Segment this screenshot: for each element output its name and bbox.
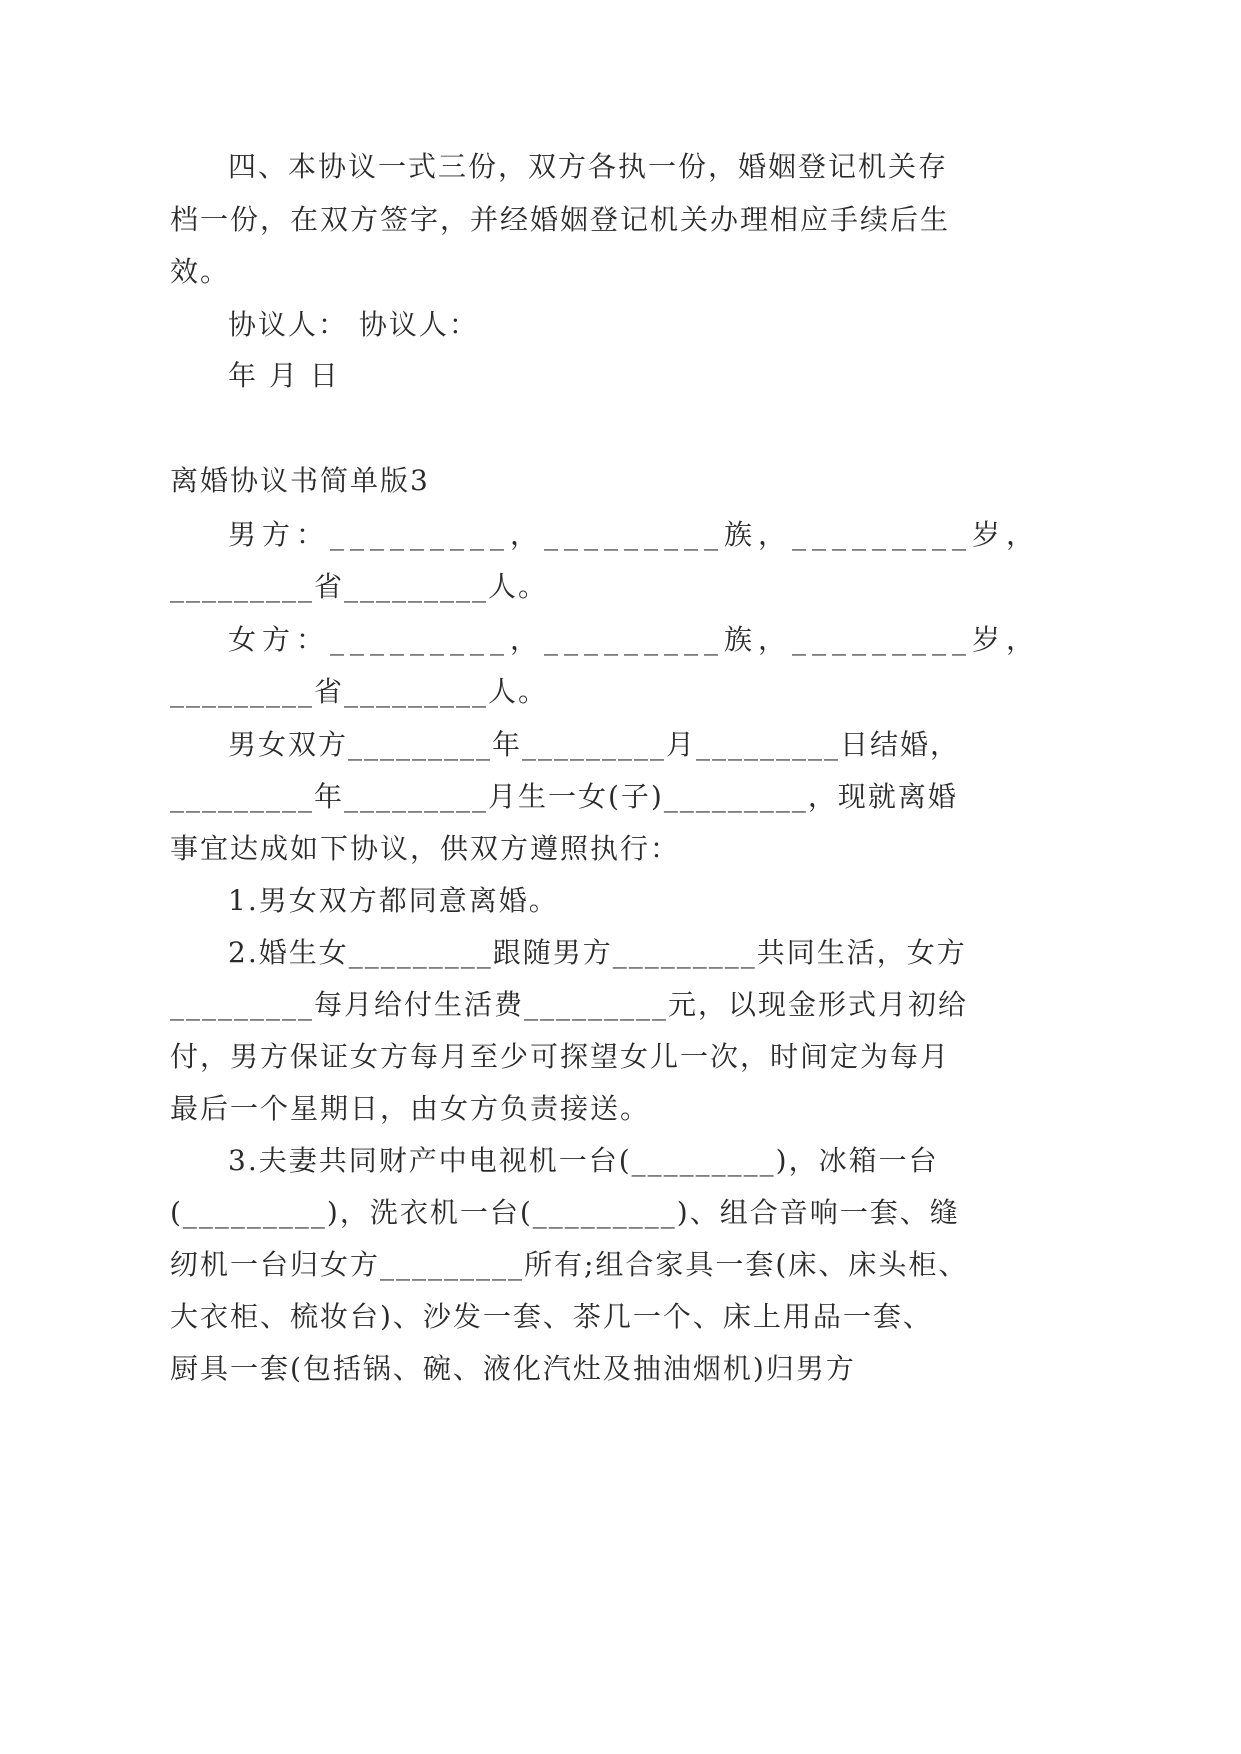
paragraph-line: _________每月给付生活费_________元，以现金形式月初给 [170, 988, 969, 1021]
paragraph-line: _________省_________人。 [170, 675, 549, 708]
paragraph-line: 档一份，在双方签字，并经婚姻登记机关办理相应手续后生 [170, 203, 951, 236]
paragraph-line: 四、本协议一式三份，双方各执一份，婚姻登记机关存 [228, 150, 949, 183]
paragraph-line: 男女双方_________年_________月_________日结婚， [228, 728, 961, 761]
paragraph-line: 3.夫妻共同财产中电视机一台(_________)，冰箱一台 [228, 1144, 939, 1177]
paragraph-line: 大衣柜、梳妆台)、沙发一套、茶几一个、床上用品一套、 [170, 1300, 933, 1333]
paragraph-line: _________年_________月生一女(子)_________，现就离婚 [170, 780, 958, 813]
paragraph-line: 女方：_________，_________族，_________岁， [228, 623, 1041, 656]
section-title: 离婚协议书简单版3 [170, 464, 430, 497]
paragraph-line: 2.婚生女_________跟随男方_________共同生活，女方 [228, 936, 967, 969]
paragraph-line: 最后一个星期日，由女方负责接送。 [170, 1092, 651, 1125]
paragraph-line: 付，男方保证女方每月至少可探望女儿一次，时间定为每月 [170, 1040, 951, 1073]
paragraph-line: 纫机一台归女方_________所有;组合家具一套(床、床头柜、 [170, 1248, 969, 1281]
paragraph-line: (_________)，洗衣机一台(_________)、组合音响一套、缝 [170, 1196, 960, 1229]
paragraph-line: 厨具一套(包括锅、碗、液化汽灶及抽油烟机)归男方 [170, 1352, 856, 1385]
signature-line: 协议人： 协议人： [228, 308, 479, 341]
paragraph-line: 效。 [170, 255, 231, 288]
paragraph-line: 男方：_________，_________族，_________岁， [228, 518, 1041, 551]
paragraph-line: _________省_________人。 [170, 570, 549, 603]
date-line: 年 月 日 [228, 359, 340, 392]
paragraph-line: 事宜达成如下协议，供双方遵照执行： [170, 832, 681, 865]
paragraph-line: 1.男女双方都同意离婚。 [228, 884, 559, 917]
